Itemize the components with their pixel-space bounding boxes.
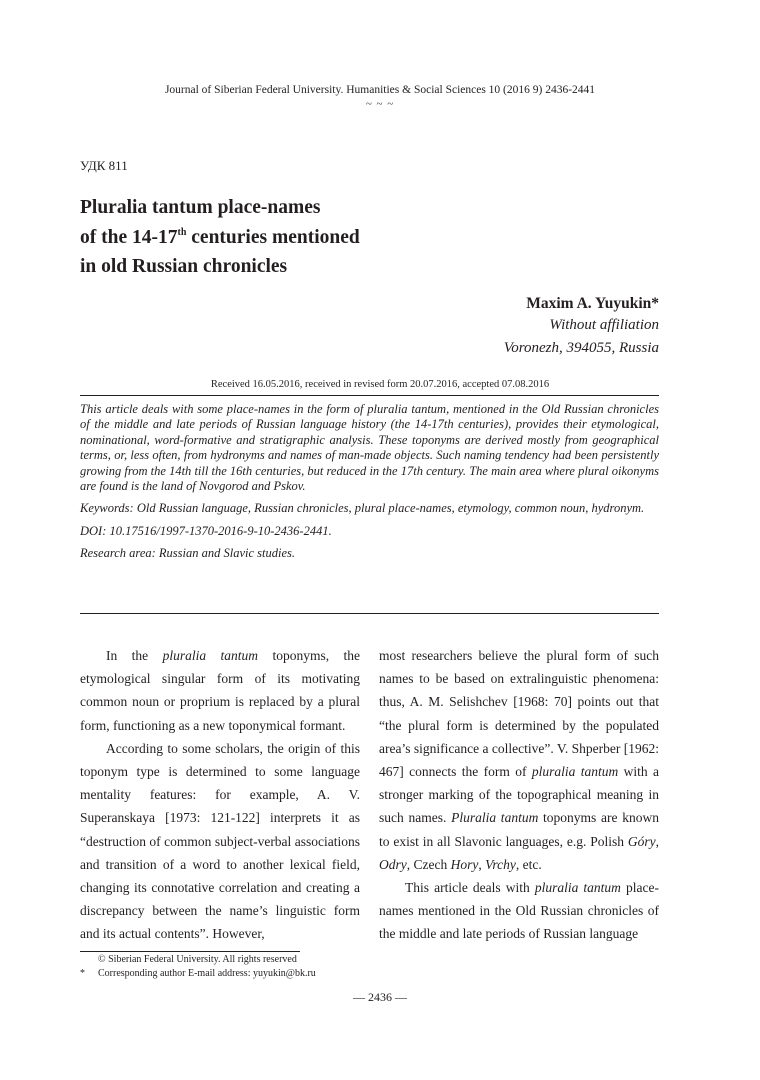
footnote-corresponding: * Corresponding author E-mail address: yuyukin@bk.ru [80, 968, 316, 979]
journal-header: Journal of Siberian Federal University. Humanities & Social Sciences 10 (2016 9) 2436-2441 [164, 84, 596, 96]
footnote-copyright: © Siberian Federal University. All rights reserved [98, 954, 297, 965]
body-column-right [379, 644, 659, 946]
author-name: Maxim A. Yuyukin* [526, 295, 659, 312]
title-line-2: of the 14-17th centuries mentioned [80, 226, 360, 248]
title-line-1: Pluralia tantum place-names [80, 197, 321, 218]
abstract-bottom-rule [80, 613, 659, 614]
body-column-left [80, 644, 360, 946]
body-paragraph: This article deals with pluralia tantum place-names mentioned in the Old Russian chronicles of the middle and late periods of Russian language [379, 880, 659, 942]
author-affiliation: Without affiliation [549, 317, 659, 333]
title-line-3: in old Russian chronicles [80, 256, 288, 277]
footnote-rule [80, 951, 300, 952]
header-separator: ~ ~ ~ [365, 98, 395, 110]
abstract-top-rule [80, 395, 659, 396]
article-title [80, 193, 360, 282]
research-area: Research area: Russian and Slavic studies. [80, 546, 296, 561]
body-paragraph: According to some scholars, the origin of this toponym type is determined to some language mentality features: for example, A. V. Superanskaya [1973: 121-122] interprets it as “destruction of common subject-verbal associations and transition of a word to another lexical field, changing its connotative correlation and creating a discrepancy between the name’s linguistic form and its actual contents”. However, [80, 740, 360, 942]
footnotes [80, 953, 316, 981]
udk-code: УДК 811 [80, 158, 128, 173]
body-paragraph: In the pluralia tantum toponyms, the etymological singular form of its motivating common noun or proprium is replaced by a plural form, functioning as a new toponymical formant. [80, 648, 360, 733]
page-number: — 2436 — [353, 990, 407, 1004]
keywords: Keywords: Old Russian language, Russian chronicles, plural place-names, etymology, common noun, hydronym. [80, 501, 645, 516]
body-paragraph: most researchers believe the plural form of such names to be based on extralinguistic phenomena: thus, A. M. Selishchev [1968: 70] points out that “the plural form is determined by the populated area’s significance a collective”. V. Shperber [1962: 467] connects the form of pluralia tantum with a stronger marking of the topographical meaning in such names. Pluralia tantum toponyms are known to exist in all Slavonic languages, e.g. Polish Góry, Odry, Czech Hory, Vrchy, etc. [379, 648, 660, 872]
received-dates: Received 16.05.2016, received in revised form 20.07.2016, accepted 07.08.2016 [210, 379, 550, 390]
abstract-text: This article deals with some place-names in the form of pluralia tantum, mentioned in the Old Russian chronicles of the middle and late periods of Russian language history (the 14-17th centuries), provides their etymological, nominational, word-formative and stratigraphic analysis. These toponyms are derived mostly from geographical terms, or, less often, from hydronyms and names of man-made objects. Such naming tendency had been persistently growing from the 14th till the 16th centuries, but reduced in the 17th century. The main area where plural oikonyms are found is the land of Novgorod and Pskov. [80, 402, 659, 494]
doi: DOI: 10.17516/1997-1370-2016-9-10-2436-2441. [80, 523, 332, 538]
author-location: Voronezh, 394055, Russia [503, 340, 659, 356]
abstract-block [80, 402, 659, 569]
